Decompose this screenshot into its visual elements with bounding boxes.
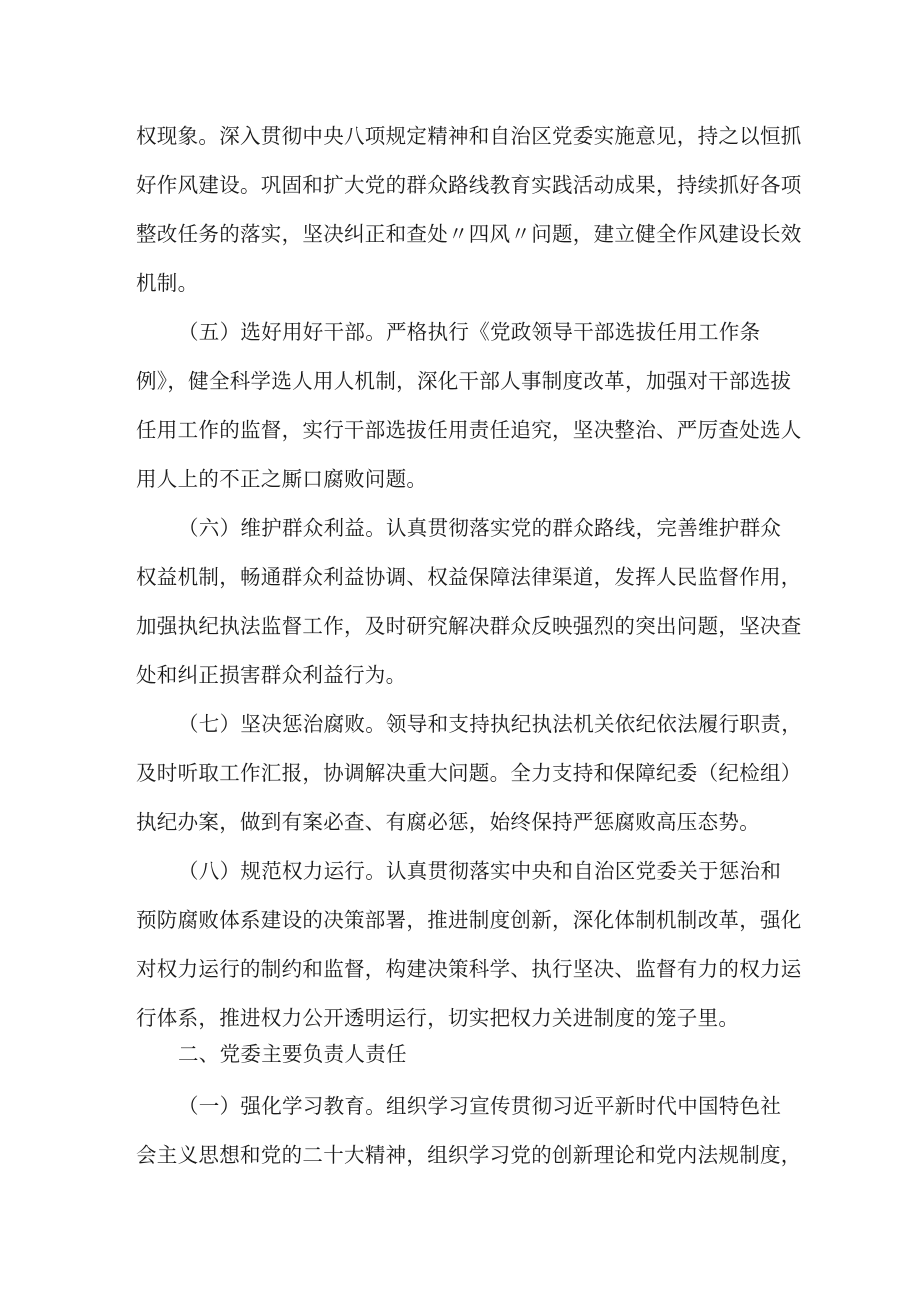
text-line: 用人上的不正之厮口腐败问题。 (136, 467, 428, 491)
text-line: 及时听取工作汇报，协调解决重大问题。全力支持和保障纪委（纪检组） (136, 761, 802, 785)
text-line: 任用工作的监督，实行干部选拔任用责任追究，坚决整治、严厉查处选人 (136, 418, 802, 442)
text-line: 加强执纪执法监督工作，及时研究解决群众反映强烈的突出问题，坚决查 (136, 614, 802, 638)
text-line: 机制。 (136, 271, 199, 295)
paragraph-heading-line: （七）坚决惩治腐败。领导和支持执纪执法机关依纪依法履行职责， (178, 712, 802, 736)
text-line: 行体系，推进权力公开透明运行，切实把权力关进制度的笼子里。 (136, 1006, 740, 1030)
text-line: 整改任务的落实，坚决纠正和查处〃四风〃问题，建立健全作风建设长效 (136, 222, 802, 246)
paragraph-heading-line: （一）强化学习教育。组织学习宣传贯彻习近平新时代中国特色社 (178, 1094, 782, 1118)
paragraph-heading-line: （六）维护群众利益。认真贯彻落实党的群众路线，完善维护群众 (178, 516, 782, 540)
section-heading: 二、党委主要负责人责任 (178, 1042, 407, 1066)
paragraph-heading-line: （五）选好用好干部。严格执行《党政领导干部选拔任用工作条 (178, 320, 761, 344)
text-line: 处和纠正损害群众利益行为。 (136, 663, 407, 687)
text-line: 执纪办案，做到有案必查、有腐必惩，始终保持严惩腐败高压态势。 (136, 810, 760, 834)
text-line: 好作风建设。巩固和扩大党的群众路线教育实践活动成果，持续抓好各项 (136, 173, 802, 197)
text-line: 权现象。深入贯彻中央八项规定精神和自治区党委实施意见，持之以恒抓 (136, 124, 802, 148)
text-line: 对权力运行的制约和监督，构建决策科学、执行坚决、监督有力的权力运 (136, 957, 802, 981)
text-line: 例》，健全科学选人用人机制，深化干部人事制度改革，加强对干部选拔 (136, 369, 792, 393)
text-line: 会主义思想和党的二十大精神，组织学习党的创新理论和党内法规制度， (136, 1143, 802, 1167)
paragraph-heading-line: （八）规范权力运行。认真贯彻落实中央和自治区党委关于惩治和 (178, 859, 782, 883)
text-line: 权益机制，畅通群众利益协调、权益保障法律渠道，发挥人民监督作用， (136, 565, 802, 589)
text-line: 预防腐败体系建设的决策部署，推进制度创新，深化体制机制改革，强化 (136, 908, 802, 932)
